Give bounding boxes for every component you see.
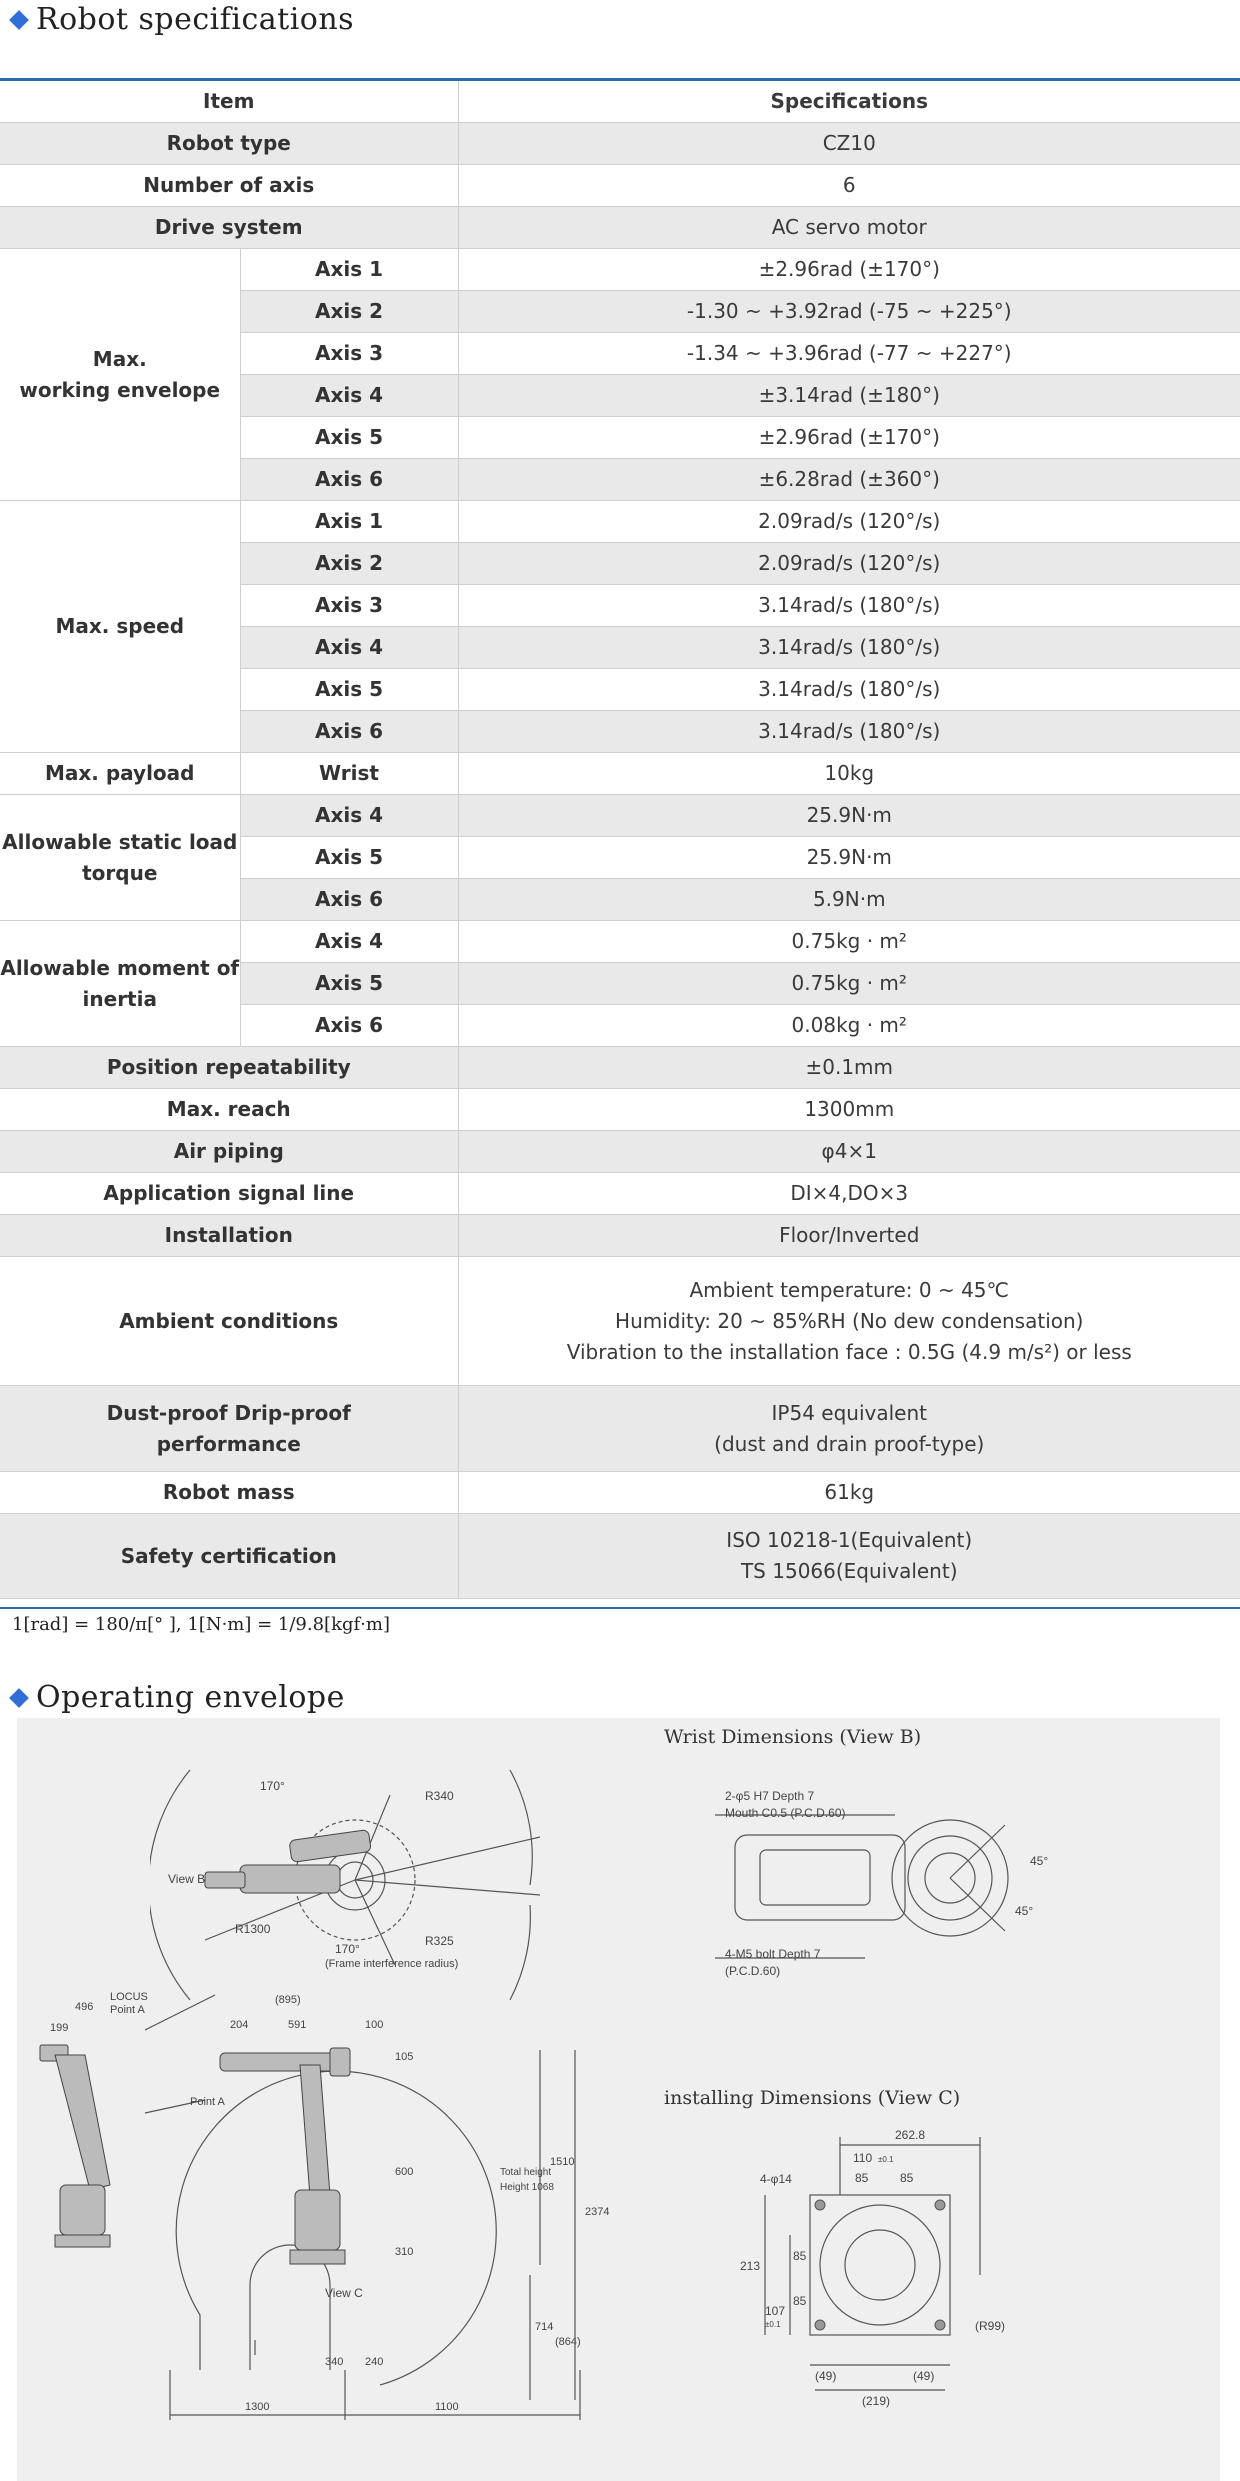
dim-864: (864): [555, 2336, 581, 2348]
dim-2374: 2374: [585, 2206, 610, 2218]
ambient-label: Ambient conditions: [0, 1257, 458, 1386]
install-dimensions-title: installing Dimensions (View C): [664, 2087, 961, 2109]
top-angle-label: 170°: [260, 1779, 285, 1793]
row-label: Drive system: [0, 207, 458, 249]
wrist-angle-2: 45°: [1015, 1904, 1034, 1918]
axis-label: Axis 1: [240, 501, 458, 543]
dim-110: 110: [853, 2151, 873, 2165]
diamond-bullet-icon: [9, 10, 29, 30]
radius-inner-label: R325: [425, 1934, 454, 1948]
interference-caption: (Frame interference radius): [325, 1958, 459, 1970]
static-load-label: [0, 795, 240, 921]
dim-591: 591: [288, 2019, 307, 2031]
axis-label: Axis 6: [240, 711, 458, 753]
safety-label: Safety certification: [0, 1514, 458, 1599]
dim-496: 496: [75, 2001, 94, 2013]
dim-310: 310: [395, 2246, 414, 2258]
row-value: φ4×1: [458, 1131, 1240, 1173]
install-view-drawing: [735, 2125, 1065, 2425]
axis-label: Axis 6: [240, 459, 458, 501]
dim-714: 714: [535, 2321, 554, 2333]
view-b-label: View B: [168, 1872, 206, 1886]
wrist-view-drawing: [715, 1780, 1065, 2010]
row-value-text: IP54 equivalent (dust and drain proof-type): [714, 1400, 985, 1456]
row-label: Max. reach: [0, 1089, 458, 1131]
axis-label: Axis 2: [240, 543, 458, 585]
axis-label: Axis 1: [240, 249, 458, 291]
dust-label: [0, 1386, 458, 1472]
bottom-angle-label: 170°: [335, 1942, 360, 1956]
max-speed-label: Max. speed: [0, 501, 240, 753]
row-label-text: Dust-proof Drip-proof performance: [106, 1400, 351, 1456]
row-value: 1300mm: [458, 1089, 1240, 1131]
dim-105: 105: [395, 2051, 414, 2063]
bottom-rule: [0, 1607, 1240, 1609]
table-row: [0, 753, 1240, 795]
axis-value: 2.09rad/s (120°/s): [458, 543, 1240, 585]
table-row: [0, 207, 1240, 249]
axis-value: 3.14rad/s (180°/s): [458, 711, 1240, 753]
axis-label: Axis 6: [240, 879, 458, 921]
spec-table: [0, 81, 1240, 1599]
ambient-line: Humidity: 20 ~ 85%RH (No dew condensation): [615, 1308, 1084, 1333]
dim-107-tol: ±0.1: [765, 2320, 781, 2329]
axis-value: -1.34 ~ +3.96rad (-77 ~ +227°): [458, 333, 1240, 375]
spec-section-header: [8, 2, 354, 37]
wrist-label-3: 4-M5 bolt Depth 7: [725, 1947, 821, 1961]
header-item: Item: [0, 81, 458, 123]
dim-1510: 1510: [550, 2156, 575, 2168]
table-header-row: [0, 81, 1240, 123]
payload-value: 10kg: [458, 753, 1240, 795]
axis-label: Axis 3: [240, 333, 458, 375]
dim-85-a: 85: [855, 2171, 869, 2185]
point-a-label: Point A: [190, 2096, 225, 2108]
axis-value: 5.9N·m: [458, 879, 1240, 921]
row-value-text: ISO 10218-1(Equivalent) TS 15066(Equivalent): [726, 1528, 973, 1583]
dim-600: 600: [395, 2166, 414, 2178]
row-label: Robot type: [0, 123, 458, 165]
working-envelope-label: [0, 249, 240, 501]
dim-110-tol: ±0.1: [878, 2155, 894, 2164]
axis-value: ±2.96rad (±170°): [458, 417, 1240, 459]
table-row: [0, 1386, 1240, 1472]
ambient-line: Ambient temperature: 0 ~ 45℃: [689, 1277, 1009, 1302]
height-1068-label: Height 1068: [500, 2182, 554, 2193]
row-label: Installation: [0, 1215, 458, 1257]
axis-label: Axis 3: [240, 585, 458, 627]
side-view-drawing: [30, 1985, 630, 2435]
axis-label: Axis 2: [240, 291, 458, 333]
row-label: Robot mass: [0, 1472, 458, 1514]
envelope-section-title: Operating envelope: [36, 1680, 345, 1715]
table-row: [0, 1472, 1240, 1514]
dim-240: 240: [365, 2356, 384, 2368]
wrist-angle-1: 45°: [1030, 1854, 1049, 1868]
axis-label: Axis 6: [240, 1005, 458, 1047]
axis-value: 3.14rad/s (180°/s): [458, 627, 1240, 669]
axis-value: ±2.96rad (±170°): [458, 249, 1240, 291]
dim-262-8: 262.8: [895, 2128, 926, 2142]
axis-label: Axis 5: [240, 963, 458, 1005]
locus-label: LOCUS: [110, 1991, 148, 2003]
axis-value: 0.75kg · m²: [458, 963, 1240, 1005]
table-row: [0, 1047, 1240, 1089]
row-value: AC servo motor: [458, 207, 1240, 249]
radius-outer-label: R340: [425, 1789, 454, 1803]
table-row: [0, 1215, 1240, 1257]
axis-label: Axis 4: [240, 375, 458, 417]
axis-value: ±6.28rad (±360°): [458, 459, 1240, 501]
axis-value: 0.08kg · m²: [458, 1005, 1240, 1047]
dim-199: 199: [50, 2022, 69, 2034]
row-label: Number of axis: [0, 165, 458, 207]
point-a-top-label: Point A: [110, 2004, 145, 2016]
axis-label: Axis 4: [240, 627, 458, 669]
ambient-value: [458, 1257, 1240, 1386]
dim-100: 100: [365, 2019, 384, 2031]
wrist-label-4: (P.C.D.60): [725, 1964, 781, 1978]
view-c-label: View C: [325, 2286, 363, 2300]
payload-sub: Wrist: [240, 753, 458, 795]
dim-r99: (R99): [975, 2319, 1006, 2333]
table-row: [0, 123, 1240, 165]
axis-label: Axis 4: [240, 795, 458, 837]
table-row: [0, 1173, 1240, 1215]
dim-213: 213: [740, 2259, 761, 2273]
dim-1300: 1300: [245, 2401, 270, 2413]
table-row: [0, 1257, 1240, 1386]
table-row: [0, 1089, 1240, 1131]
diamond-bullet-icon: [9, 1688, 29, 1708]
axis-value: 25.9N·m: [458, 837, 1240, 879]
axis-label: Axis 4: [240, 921, 458, 963]
table-row: [0, 501, 1240, 543]
axis-value: 25.9N·m: [458, 795, 1240, 837]
holes-label: 4-φ14: [760, 2172, 792, 2186]
wrist-label-1: 2-φ5 H7 Depth 7: [725, 1789, 815, 1803]
row-value: DI×4,DO×3: [458, 1173, 1240, 1215]
dim-85-d: 85: [793, 2294, 807, 2308]
group-label-text: Allowable moment of inertia: [0, 955, 240, 1011]
unit-note: 1[rad] = 180/π[° ], 1[N·m] = 1/9.8[kgf·m]: [12, 1614, 390, 1635]
total-height-label: Total height: [500, 2167, 552, 2178]
dim-219: (219): [862, 2394, 891, 2408]
row-value: 61kg: [458, 1472, 1240, 1514]
dust-value: [458, 1386, 1240, 1472]
axis-value: ±3.14rad (±180°): [458, 375, 1240, 417]
wrist-dimensions-title: Wrist Dimensions (View B): [664, 1726, 922, 1748]
group-label-text: Max. working envelope: [19, 346, 221, 402]
row-value: ±0.1mm: [458, 1047, 1240, 1089]
table-row: [0, 165, 1240, 207]
dim-107: 107: [765, 2304, 786, 2318]
axis-label: Axis 5: [240, 837, 458, 879]
dim-895: (895): [275, 1994, 301, 2006]
spec-section-title: Robot specifications: [36, 2, 355, 37]
axis-value: 2.09rad/s (120°/s): [458, 501, 1240, 543]
axis-label: Axis 5: [240, 669, 458, 711]
envelope-section-header: [8, 1680, 345, 1715]
reach-label: R1300: [235, 1922, 271, 1936]
table-row: [0, 1131, 1240, 1173]
axis-value: 0.75kg · m²: [458, 921, 1240, 963]
row-value: CZ10: [458, 123, 1240, 165]
payload-label: Max. payload: [0, 753, 240, 795]
axis-value: 3.14rad/s (180°/s): [458, 585, 1240, 627]
row-label: Application signal line: [0, 1173, 458, 1215]
row-label: Position repeatability: [0, 1047, 458, 1089]
dim-340: 340: [325, 2356, 344, 2368]
axis-label: Axis 5: [240, 417, 458, 459]
header-spec: Specifications: [458, 81, 1240, 123]
group-label-text: Allowable static load torque: [2, 829, 238, 885]
dim-85-c: 85: [793, 2249, 807, 2263]
axis-value: 3.14rad/s (180°/s): [458, 669, 1240, 711]
table-row: [0, 1514, 1240, 1599]
row-label: Air piping: [0, 1131, 458, 1173]
table-row: [0, 249, 1240, 291]
row-value: Floor/Inverted: [458, 1215, 1240, 1257]
safety-value: [458, 1514, 1240, 1599]
table-row: [0, 921, 1240, 963]
dim-49-b: (49): [913, 2369, 935, 2383]
row-value: 6: [458, 165, 1240, 207]
axis-value: -1.30 ~ +3.92rad (-75 ~ +225°): [458, 291, 1240, 333]
dim-85-b: 85: [900, 2171, 914, 2185]
ambient-line: Vibration to the installation face : 0.5G (4.9 m/s²) or less: [566, 1339, 1132, 1364]
inertia-label: [0, 921, 240, 1047]
dim-49-a: (49): [815, 2369, 837, 2383]
wrist-label-2: Mouth C0.5 (P.C.D.60): [725, 1806, 846, 1820]
dim-1100: 1100: [435, 2401, 459, 2413]
table-row: [0, 795, 1240, 837]
reach-arc-right: [510, 1770, 532, 1885]
top-view-drawing: [150, 1755, 550, 2005]
dim-204: 204: [230, 2019, 249, 2031]
